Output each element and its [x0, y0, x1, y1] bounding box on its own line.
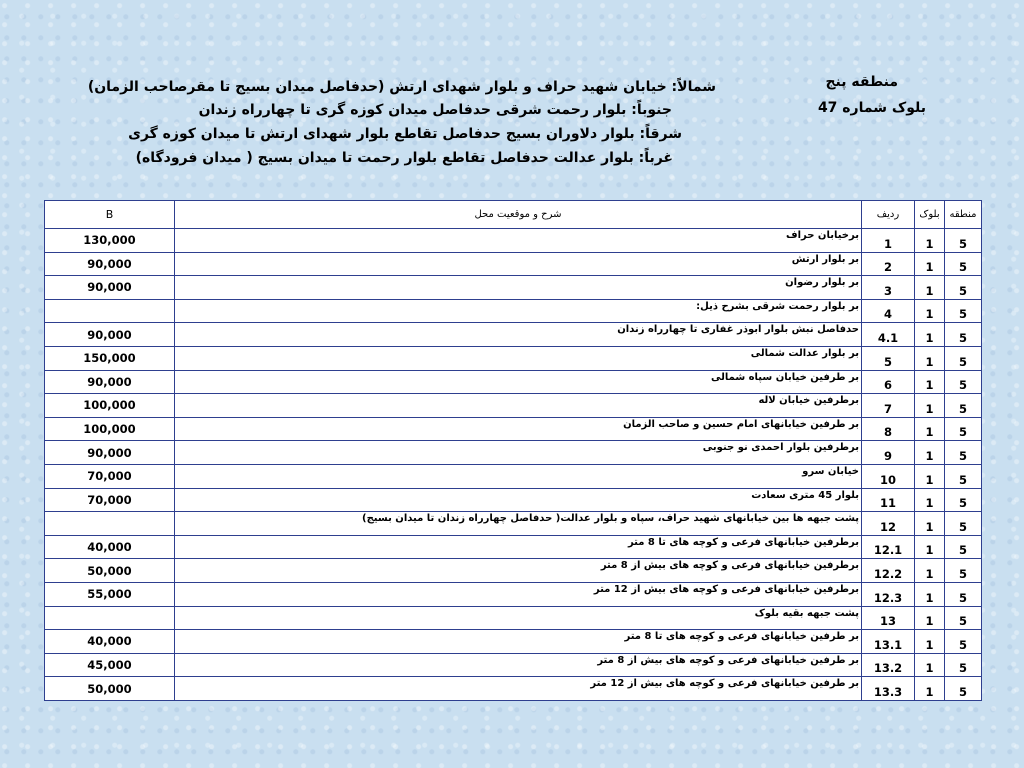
row-number-cell: 12.2 [862, 559, 915, 583]
description-cell: بر بلوار رحمت شرقی بشرح ذیل: [175, 299, 862, 323]
description-cell: بر بلوار عدالت شمالی [175, 346, 862, 370]
value-cell: 130,000 [45, 229, 175, 253]
description-cell: بر بلوار ارتش [175, 252, 862, 276]
zone-cell: 5 [945, 346, 982, 370]
value-cell [45, 299, 175, 323]
description-cell: برخیابان حراف [175, 229, 862, 253]
description-cell: بر طرفین خیابانهای فرعی و کوچه های تا 8 متر [175, 630, 862, 654]
header-block: بلوک [915, 201, 945, 229]
table-row [45, 323, 982, 347]
east-boundary: شرقاً: بلوار دلاوران بسیج حدفاصل تقاطع بلوار شهدای ارتش تا میدان کوزه گری [128, 126, 682, 142]
table-row [45, 606, 982, 630]
value-cell [45, 512, 175, 536]
description-cell: خیابان سرو [175, 464, 862, 488]
zone-cell: 5 [945, 582, 982, 606]
table-row [45, 394, 982, 418]
block-cell: 1 [915, 417, 945, 441]
zone-cell: 5 [945, 606, 982, 630]
zone-cell: 5 [945, 464, 982, 488]
row-number-cell: 12.1 [862, 535, 915, 559]
block-cell: 1 [915, 276, 945, 300]
block-cell: 1 [915, 464, 945, 488]
row-number-cell: 5 [862, 346, 915, 370]
table-header-row [45, 201, 982, 229]
zone-cell: 5 [945, 559, 982, 583]
row-number-cell: 12 [862, 512, 915, 536]
zone-cell: 5 [945, 677, 982, 701]
value-cell: 100,000 [45, 417, 175, 441]
row-number-cell: 3 [862, 276, 915, 300]
row-number-cell: 4 [862, 299, 915, 323]
value-cell: 70,000 [45, 488, 175, 512]
block-cell: 1 [915, 630, 945, 654]
row-number-cell: 13 [862, 606, 915, 630]
description-cell: حدفاصل نبش بلوار ابوذر غفاری تا چهارراه زندان [175, 323, 862, 347]
row-number-cell: 2 [862, 252, 915, 276]
block-cell: 1 [915, 441, 945, 465]
row-number-cell: 8 [862, 417, 915, 441]
block-cell: 1 [915, 370, 945, 394]
zone-cell: 5 [945, 417, 982, 441]
table-row [45, 276, 982, 300]
zone-cell: 5 [945, 630, 982, 654]
zone-cell: 5 [945, 488, 982, 512]
zone-cell: 5 [945, 276, 982, 300]
zone-cell: 5 [945, 370, 982, 394]
zone-cell: 5 [945, 535, 982, 559]
table-row [45, 630, 982, 654]
zone-cell: 5 [945, 394, 982, 418]
table-row [45, 488, 982, 512]
value-cell [45, 606, 175, 630]
zone-cell: 5 [945, 229, 982, 253]
header-zone: منطقه [945, 201, 982, 229]
table-row [45, 535, 982, 559]
description-cell: بر طرفین خیابانهای امام حسین و صاحب الزمان [175, 417, 862, 441]
south-boundary: جنوباً: بلوار رحمت شرقی حدفاصل میدان کوزه گری تا چهارراه زندان [198, 102, 672, 118]
block-cell: 1 [915, 653, 945, 677]
row-number-cell: 13.1 [862, 630, 915, 654]
value-cell: 55,000 [45, 582, 175, 606]
table-row [45, 229, 982, 253]
value-cell: 50,000 [45, 559, 175, 583]
table-row [45, 252, 982, 276]
row-number-cell: 11 [862, 488, 915, 512]
block-cell: 1 [915, 229, 945, 253]
row-number-cell: 13.3 [862, 677, 915, 701]
west-boundary: غرباً: بلوار عدالت حدفاصل تقاطع بلوار رحمت تا میدان بسیج ( میدان فرودگاه) [135, 150, 673, 166]
value-cell: 70,000 [45, 464, 175, 488]
row-number-cell: 7 [862, 394, 915, 418]
zone-cell: 5 [945, 512, 982, 536]
table-row [45, 370, 982, 394]
table-row [45, 559, 982, 583]
row-number-cell: 10 [862, 464, 915, 488]
block-cell: 1 [915, 299, 945, 323]
value-cell: 90,000 [45, 370, 175, 394]
row-number-cell: 12.3 [862, 582, 915, 606]
description-cell: پشت جبهه ها بین خیابانهای شهید حراف، سپاه و بلوار عدالت( حدفاصل چهارراه زندان تا میدان بسیج) [175, 512, 862, 536]
price-table [44, 200, 982, 701]
header-description: شرح و موقعیت محل [175, 201, 862, 229]
row-number-cell: 6 [862, 370, 915, 394]
zone-cell: 5 [945, 653, 982, 677]
description-cell: پشت جبهه بقیه بلوک [175, 606, 862, 630]
description-cell: بر طرفین خیابانهای فرعی و کوچه های بیش از 12 متر [175, 677, 862, 701]
block-cell: 1 [915, 582, 945, 606]
table-row [45, 464, 982, 488]
block-cell: 1 [915, 535, 945, 559]
header-row-number: ردیف [862, 201, 915, 229]
description-cell: برطرفین بلوار احمدی نو جنوبی [175, 441, 862, 465]
value-cell: 100,000 [45, 394, 175, 418]
value-cell: 150,000 [45, 346, 175, 370]
zone-cell: 5 [945, 252, 982, 276]
value-cell: 40,000 [45, 535, 175, 559]
block-cell: 1 [915, 677, 945, 701]
description-cell: برطرفین خیابان لاله [175, 394, 862, 418]
block-title: بلوک شماره 47 [817, 100, 926, 116]
row-number-cell: 13.2 [862, 653, 915, 677]
north-boundary: شمالاً: خیابان شهید حراف و بلوار شهدای ارتش (حدفاصل میدان بسیج تا مقرصاحب الزمان) [87, 79, 716, 95]
table-row [45, 417, 982, 441]
value-cell: 90,000 [45, 252, 175, 276]
table-row [45, 653, 982, 677]
zone-cell: 5 [945, 441, 982, 465]
block-cell: 1 [915, 323, 945, 347]
description-cell: بر بلوار رضوان [175, 276, 862, 300]
description-cell: برطرفین خیابانهای فرعی و کوچه های بیش از 8 متر [175, 559, 862, 583]
row-number-cell: 4.1 [862, 323, 915, 347]
table-row [45, 441, 982, 465]
block-cell: 1 [915, 512, 945, 536]
row-number-cell: 9 [862, 441, 915, 465]
value-cell: 90,000 [45, 323, 175, 347]
zone-title: منطقه پنج [825, 74, 898, 90]
table-row [45, 677, 982, 701]
description-cell: بلوار 45 متری سعادت [175, 488, 862, 512]
block-cell: 1 [915, 606, 945, 630]
header-value: B [45, 201, 175, 229]
row-number-cell: 1 [862, 229, 915, 253]
block-cell: 1 [915, 346, 945, 370]
block-cell: 1 [915, 559, 945, 583]
value-cell: 40,000 [45, 630, 175, 654]
value-cell: 90,000 [45, 441, 175, 465]
description-cell: برطرفین خیابانهای فرعی و کوچه های تا 8 متر [175, 535, 862, 559]
value-cell: 50,000 [45, 677, 175, 701]
block-cell: 1 [915, 252, 945, 276]
description-cell: برطرفین خیابانهای فرعی و کوچه های بیش از 12 متر [175, 582, 862, 606]
zone-cell: 5 [945, 323, 982, 347]
description-cell: بر طرفین خیابانهای فرعی و کوچه های بیش از 8 متر [175, 653, 862, 677]
block-cell: 1 [915, 488, 945, 512]
table-row [45, 299, 982, 323]
table-body [45, 229, 982, 701]
table-row [45, 582, 982, 606]
value-cell: 45,000 [45, 653, 175, 677]
zone-cell: 5 [945, 299, 982, 323]
value-cell: 90,000 [45, 276, 175, 300]
table-row [45, 346, 982, 370]
block-cell: 1 [915, 394, 945, 418]
table-row [45, 512, 982, 536]
description-cell: بر طرفین خیابان سپاه شمالی [175, 370, 862, 394]
